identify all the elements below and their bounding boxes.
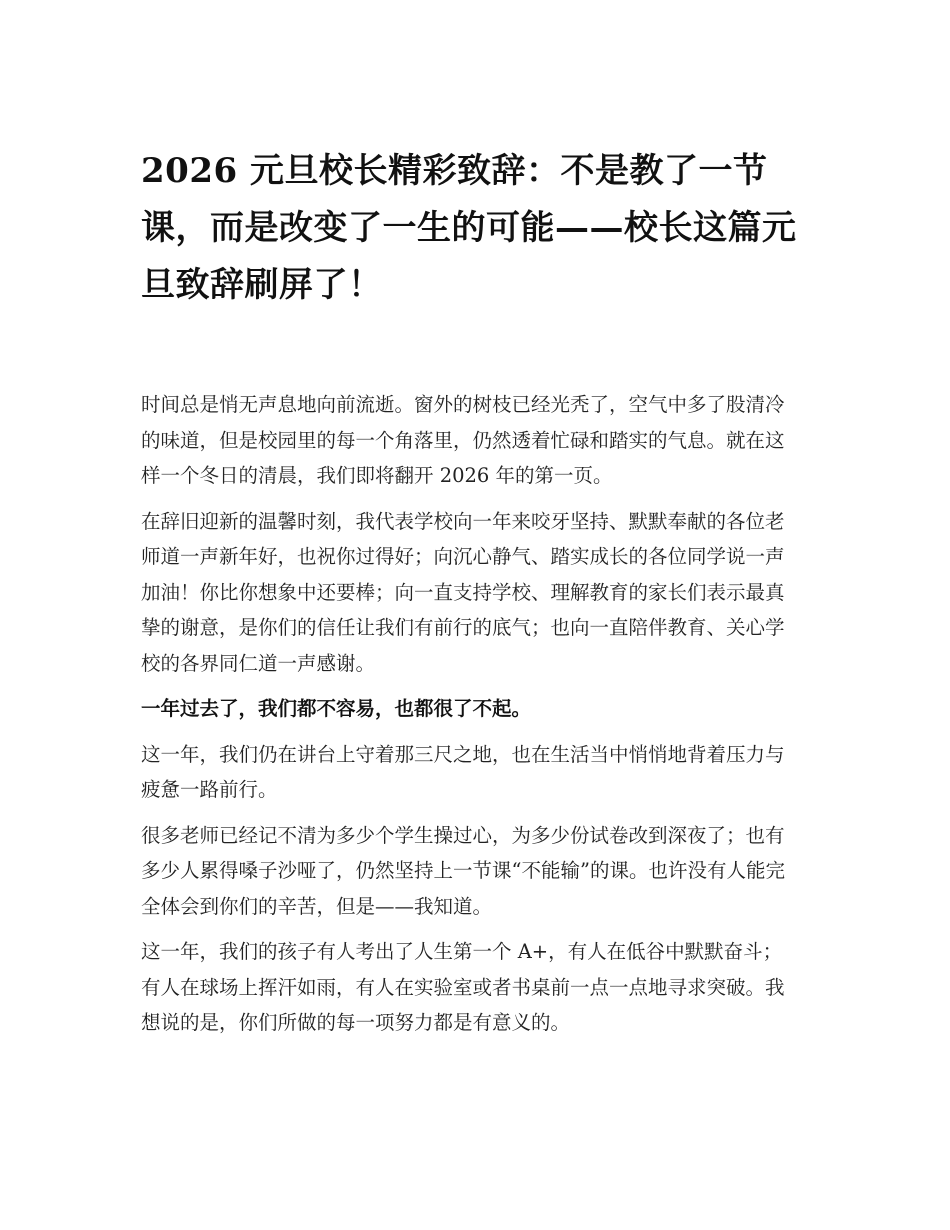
paragraph: 时间总是悄无声息地向前流逝。窗外的树枝已经光秃了，空气中多了股清冷的味道，但是校园里的每一个角落里，仍然透着忙碌和踏实的气息。就在这样一个冬日的清晨，我们即将翻开 2026 年的第一页。 bbox=[141, 393, 785, 487]
document-body bbox=[141, 387, 801, 1051]
paragraph: 这一年，我们的孩子有人考出了人生第一个 A+，有人在低谷中默默奋斗；有人在球场上挥汗如雨，有人在实验室或者书桌前一点一点地寻求突破。我想说的是，你们所做的每一项努力都是有意义的。 bbox=[141, 940, 785, 1034]
document-title: 2026 元旦校长精彩致辞：不是教了一节课，而是改变了一生的可能——校长这篇元旦致辞刷屏了！ bbox=[141, 151, 797, 305]
paragraph: 这一年，我们仍在讲台上守着那三尺之地，也在生活当中悄悄地背着压力与疲惫一路前行。 bbox=[141, 742, 785, 801]
emphasis-paragraph: 一年过去了，我们都不容易，也都很了不起。 bbox=[141, 697, 532, 720]
paragraph: 在辞旧迎新的温馨时刻，我代表学校向一年来咬牙坚持、默默奉献的各位老师道一声新年好，也祝你过得好；向沉心静气、踏实成长的各位同学说一声加油！你比你想象中还要棒；向一直支持学校、理解教育的家长们表示最真挚的谢意，是你们的信任让我们有前行的底气；也向一直陪伴教育、关心学校的各界同仁道一声感谢。 bbox=[141, 509, 785, 675]
paragraph: 很多老师已经记不清为多少个学生操过心，为多少份试卷改到深夜了；也有多少人累得嗓子沙哑了，仍然坚持上一节课“不能输”的课。也许没有人能完全体会到你们的辛苦，但是——我知道。 bbox=[141, 823, 785, 918]
